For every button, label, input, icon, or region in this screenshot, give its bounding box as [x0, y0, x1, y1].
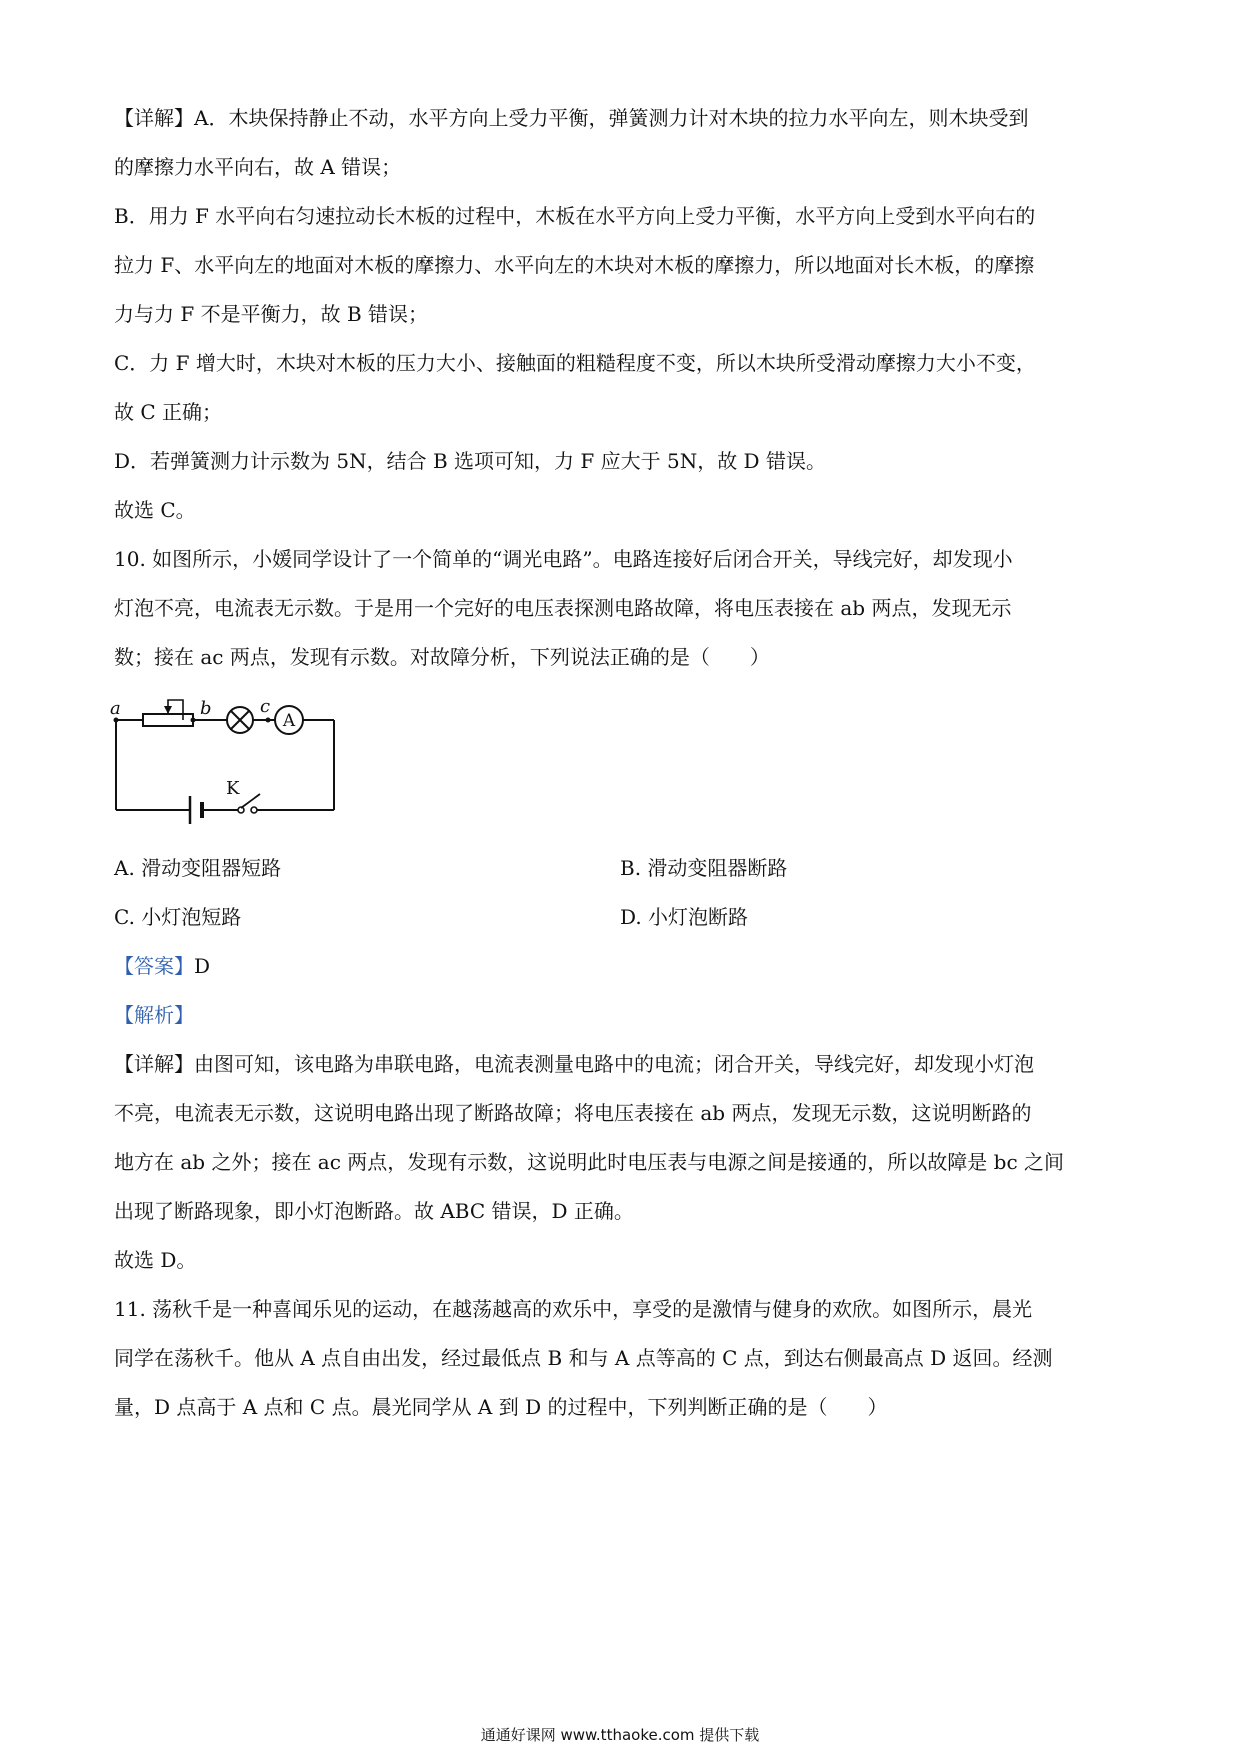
- q10-stem-line-2: 灯泡不亮，电流表无示数。于是用一个完好的电压表探测电路故障，将电压表接在 ab 两点，发现无示: [114, 596, 1012, 620]
- switch-symbol: [226, 778, 260, 813]
- q10-option-a: A. 滑动变阻器短路: [114, 856, 282, 880]
- q11-stem-line-2: 同学在荡秋千。他从 A 点自由出发，经过最低点 B 和与 A 点等高的 C 点，到达右侧最高点 D 返回。经测: [114, 1346, 1053, 1370]
- prev-solution-line-9: 故选 C。: [114, 498, 196, 522]
- answer-value: D: [194, 954, 211, 978]
- prev-solution-line-4: 拉力 F、水平向左的地面对木板的摩擦力、水平向左的木块对木板的摩擦力，所以地面对长木板，的摩擦: [114, 253, 1035, 277]
- battery-symbol: [190, 796, 202, 824]
- q11-stem-line-3: 量，D 点高于 A 点和 C 点。晨光同学从 A 到 D 的过程中，下列判断正确的是（ ）: [114, 1395, 888, 1419]
- node-a-label: a: [110, 698, 121, 719]
- circuit-diagram: [108, 690, 348, 850]
- q10-option-c: C. 小灯泡短路: [114, 905, 242, 929]
- q10-detail-line-5: 故选 D。: [114, 1248, 197, 1272]
- node-b-label: b: [200, 698, 212, 719]
- q10-analysis-tag: 【解析】: [114, 1003, 194, 1027]
- q11-stem-line-1: 11. 荡秋千是一种喜闻乐见的运动，在越荡越高的欢乐中，享受的是激情与健身的欢欣。如图所示，晨光: [114, 1297, 1033, 1321]
- q10-detail-line-3: 地方在 ab 之外；接在 ac 两点，发现有示数，这说明此时电压表与电源之间是接通的，所以故障是 bc 之间: [114, 1150, 1064, 1174]
- prev-solution-line-3: B．用力 F 水平向右匀速拉动长木板的过程中，木板在水平方向上受力平衡，水平方向上受到水平向右的: [114, 204, 1036, 228]
- answer-tag: 【答案】: [114, 954, 194, 978]
- q10-detail-line-1: 【详解】由图可知，该电路为串联电路，电流表测量电路中的电流；闭合开关，导线完好，却发现小灯泡: [114, 1052, 1034, 1076]
- node-c: [266, 718, 271, 723]
- node-c-label: c: [260, 696, 271, 717]
- rheostat-symbol: [143, 700, 193, 726]
- prev-solution-line-7: 故 C 正确；: [114, 400, 223, 424]
- q10-stem-line-1: 10. 如图所示，小媛同学设计了一个简单的“调光电路”。电路连接好后闭合开关，导线完好，却发现小: [114, 547, 1013, 571]
- switch-label: K: [226, 778, 240, 799]
- q10-stem-line-3: 数；接在 ac 两点，发现有示数。对故障分析，下列说法正确的是（ ）: [114, 645, 770, 669]
- prev-solution-line-5: 力与力 F 不是平衡力，故 B 错误；: [114, 302, 429, 326]
- q10-detail-line-2: 不亮，电流表无示数，这说明电路出现了断路故障；将电压表接在 ab 两点，发现无示数，这说明断路的: [114, 1101, 1032, 1125]
- prev-solution-line-1: 【详解】A．木块保持静止不动，水平方向上受力平衡，弹簧测力计对木块的拉力水平向左，则木块受到: [114, 106, 1029, 130]
- ammeter-symbol: [275, 706, 303, 734]
- prev-solution-line-8: D．若弹簧测力计示数为 5N，结合 B 选项可知，力 F 应大于 5N，故 D 错误。: [114, 449, 826, 473]
- lamp-symbol: [227, 707, 253, 733]
- page-footer: 通通好课网 www.tthaoke.com 提供下载: [480, 1726, 760, 1744]
- q10-detail-line-4: 出现了断路现象，即小灯泡断路。故 ABC 错误，D 正确。: [114, 1199, 634, 1223]
- node-b: [191, 718, 196, 723]
- q10-option-d: D. 小灯泡断路: [620, 905, 749, 929]
- q10-option-b: B. 滑动变阻器断路: [620, 856, 788, 880]
- ammeter-label: A: [282, 711, 296, 731]
- q10-answer: [114, 952, 210, 980]
- prev-solution-line-6: C．力 F 增大时，木块对木板的压力大小、接触面的粗糙程度不变，所以木块所受滑动摩擦力大小不变，: [114, 351, 1036, 375]
- prev-solution-line-2: 的摩擦力水平向右，故 A 错误；: [114, 155, 402, 179]
